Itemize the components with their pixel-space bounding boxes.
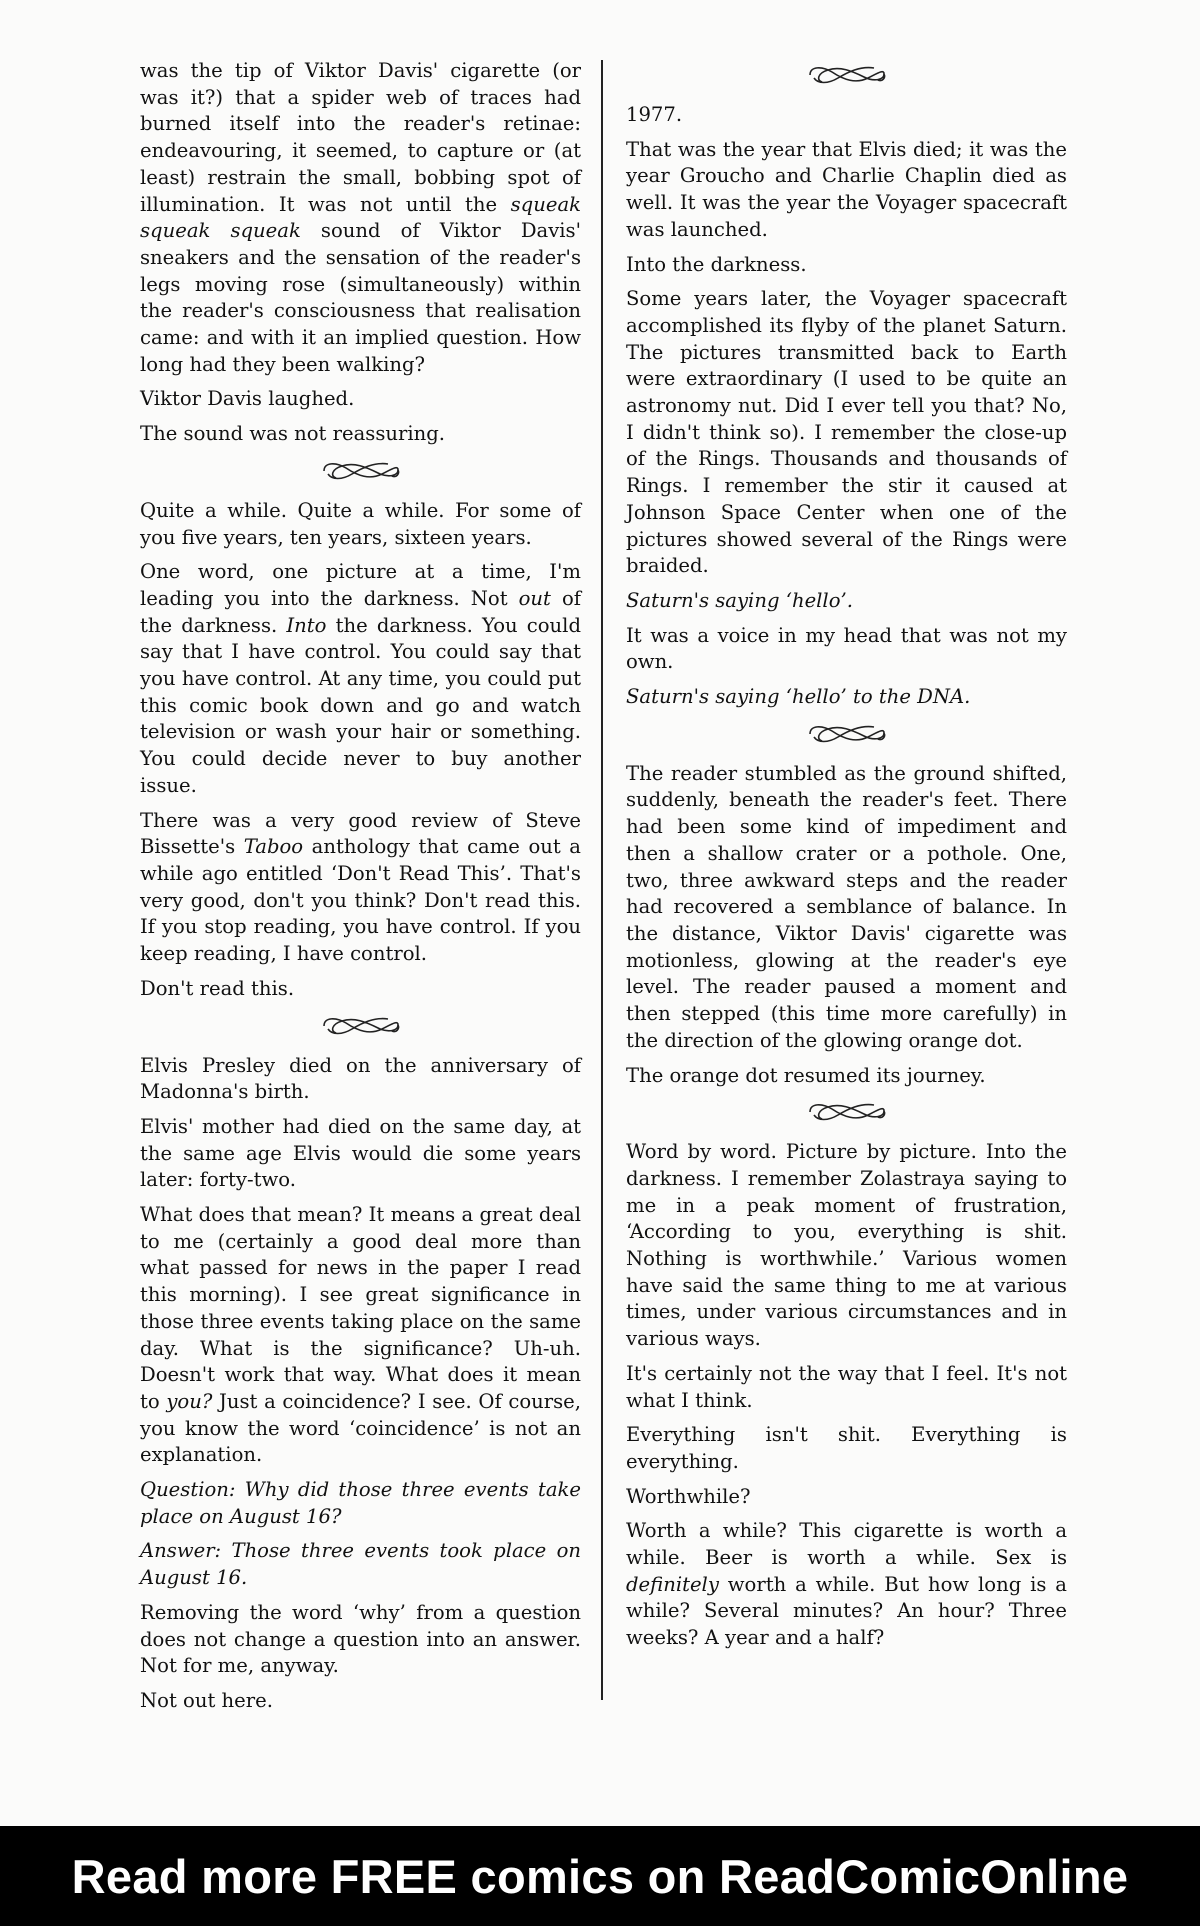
paragraph: was the tip of Viktor Davis' cigarette (or was it?) that a spider web of traces had burned itself into the reader's retinae: endeavouring, it seemed, to capture or (at least) restrain the small, bobbing spot of illumination. It was not until the squeak squeak squeak sound of Viktor Davis' sneakers and the sensation of the reader's legs moving rose (simultaneously) within the reader's consciousness that realisation came: and with it an implied question. How long had they been walking? (140, 59, 581, 376)
paragraph: One word, one picture at a time, I'm leading you into the darkness. Not out of the darkness. Into the darkness. You could say that I have control. You could say that you have control. At any time, you could put this comic book down and go and watch television or wash your hair or something. You could decide never to buy another issue. (140, 560, 581, 797)
paragraph: Question: Why did those three events take place on August 16? (140, 1478, 581, 1528)
paragraph: 1977. (626, 103, 683, 126)
paragraph: The sound was not reassuring. (140, 422, 446, 446)
paragraph: Word by word. Picture by picture. Into the darkness. I remember Zolastraya saying to me in a peak moment of frustration, ‘According to you, everything is shit. Nothing is worthwhile.’ Various women have said the same thing to me at various times, under various circumstances and in various ways. (626, 1140, 1067, 1351)
paragraph: What does that mean? It means a great deal to me (certainly a good deal more than what passed for news in the paper I read this morning). I see great significance in those three events taking place on the same day. What is the significance? Uh-uh. Doesn't work that way. What does it mean to you? Just a coincidence? I see. Of course, you know the word ‘coincidence’ is not an explanation. (140, 1203, 581, 1467)
paragraph: Not out here. (140, 1688, 273, 1712)
left-text-column (140, 58, 581, 1723)
right-text-column (626, 58, 1067, 1660)
paragraph: The orange dot resumed its journey. (626, 1063, 986, 1087)
paragraph: It's certainly not the way that I feel. It's not what I think. (626, 1361, 1067, 1412)
section-divider-ornament (626, 60, 1067, 94)
paragraph: Viktor Davis laughed. (140, 387, 355, 411)
paragraph: The reader stumbled as the ground shifted, suddenly, beneath the reader's feet. There had been some kind of impediment and then a shallow crater or a pothole. One, two, three awkward steps and the reader had recovered a semblance of balance. In the distance, Viktor Davis' cigarette was motionless, glowing at the reader's eye level. The reader paused a moment and then stepped (this time more carefully) in the direction of the glowing orange dot. (626, 761, 1067, 1052)
paragraph: It was a voice in my head that was not my own. (626, 623, 1067, 674)
paragraph: Into the darkness. (626, 252, 807, 276)
section-divider-ornament (140, 1011, 581, 1045)
paragraph: Elvis' mother had died on the same day, at the same age Elvis would die some years later: forty-two. (140, 1114, 581, 1192)
section-divider-ornament (140, 456, 581, 490)
promo-banner[interactable] (0, 1826, 1200, 1926)
paragraph: There was a very good review of Steve Bissette's Taboo anthology that came out a while ago entitled ‘Don't Read This’. That's very good, don't you think? Don't read this. If you stop reading, you have control. If you keep reading, I have control. (140, 808, 581, 966)
section-divider-ornament (626, 1097, 1067, 1131)
paragraph: Removing the word ‘why’ from a question does not change a question into an answer. Not for me, anyway. (140, 1600, 581, 1678)
section-divider-ornament (626, 719, 1067, 753)
column-divider-rule (601, 60, 603, 1700)
paragraph: Don't read this. (140, 976, 295, 1000)
paragraph: Answer: Those three events took place on August 16. (140, 1539, 581, 1590)
paragraph: Worthwhile? (626, 1484, 751, 1508)
paragraph: Elvis Presley died on the anniversary of Madonna's birth. (140, 1053, 581, 1104)
paragraph: Saturn's saying ‘hello’. (626, 588, 853, 612)
paragraph: That was the year that Elvis died; it was the year Groucho and Charlie Chaplin died as well. It was the year the Voyager spacecraft was launched. (626, 137, 1067, 241)
paragraph: Everything isn't shit. Everything is everything. (626, 1423, 1067, 1473)
paragraph: Some years later, the Voyager spacecraft accomplished its flyby of the planet Saturn. The pictures transmitted back to Earth were extraordinary (I used to be quite an astronomy nut. Did I ever tell you that? No, I didn't think so). I remember the close-up of the Rings. Thousands and thousands of Rings. I remember the stir it caused at Johnson Space Center when one of the pictures showed several of the Rings were braided. (626, 287, 1067, 578)
promo-banner-text[interactable]: Read more FREE comics on ReadComicOnline (71, 1849, 1129, 1903)
paragraph: Quite a while. Quite a while. For some of you five years, ten years, sixteen years. (140, 498, 581, 549)
paragraph: Worth a while? This cigarette is worth a while. Beer is worth a while. Sex is definitely worth a while. But how long is a while? Several minutes? An hour? Three weeks? A year and a half? (626, 1519, 1067, 1650)
paragraph: Saturn's saying ‘hello’ to the DNA. (626, 685, 971, 709)
